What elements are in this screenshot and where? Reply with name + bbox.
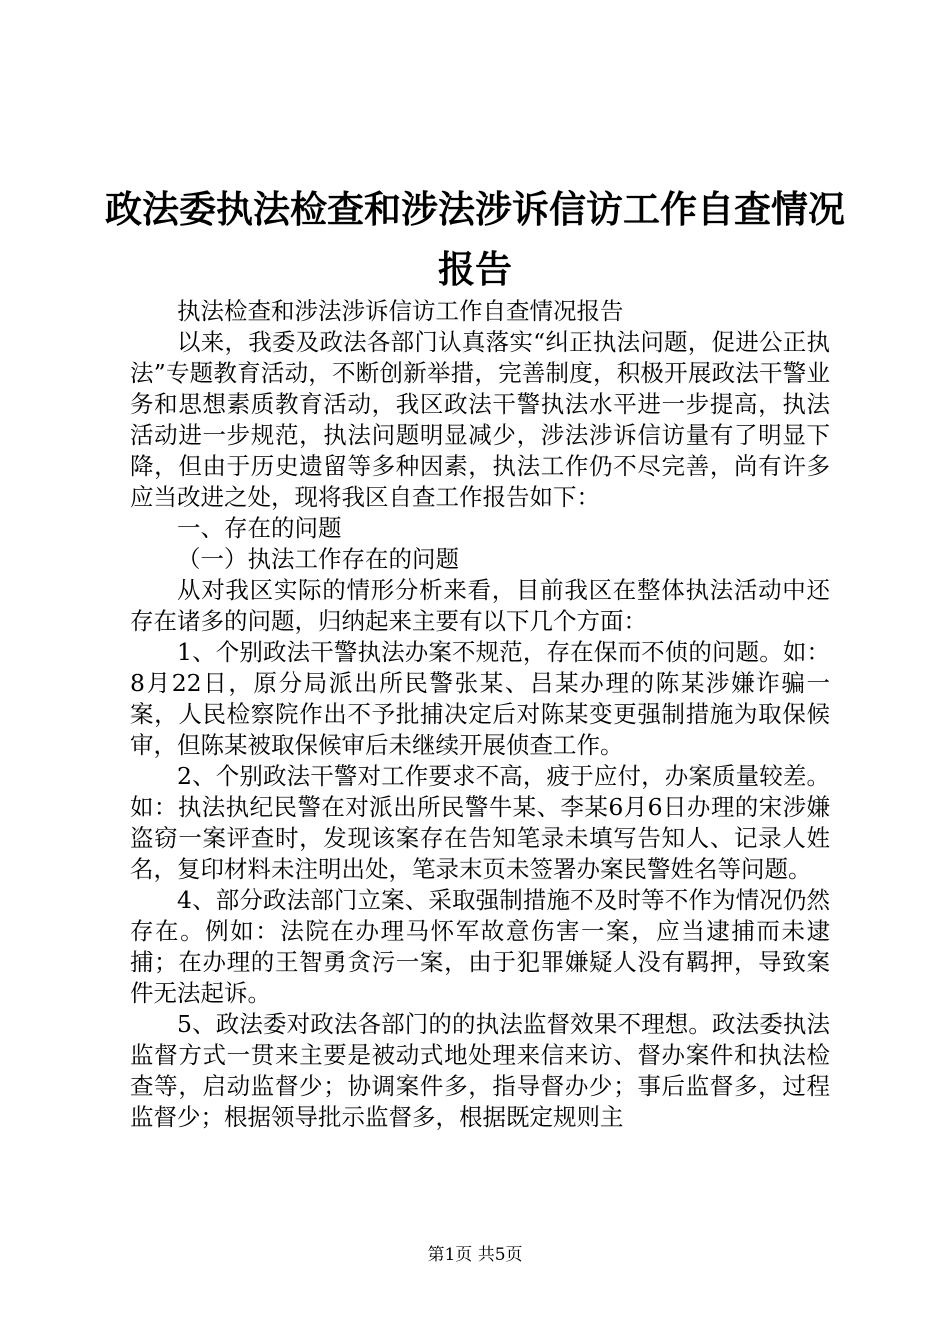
subsection-heading: （一）执法工作存在的问题 [177,545,459,573]
paragraph-subtitle: 执法检查和涉法涉诉信访工作自查情况报告 [177,297,624,325]
section-heading: 一、存在的问题 [177,514,342,542]
paragraph: 从对我区实际的情形分析来看，目前我区在整体执法活动中还存在诸多的问题，归纳起来主要有以下几个方面： [130,576,830,635]
page-footer: 第1页 共5页 [427,1245,523,1265]
document-title-line-2: 报告 [438,248,512,291]
paragraph-item-5: 5、政法委对政法各部门的的执法监督效果不理想。政法委执法监督方式一贯来主要是被动式地处理来信来访、督办案件和执法检查等，启动监督少；协调案件多，指导督办少；事后监督多，过程监督少；根据领导批示监督多，根据既定规则主 [130,1010,830,1131]
paragraph-item-4: 4、部分政法部门立案、采取强制措施不及时等不作为情况仍然存在。例如：法院在办理马怀军故意伤害一案，应当逮捕而未逮捕；在办理的王智勇贪污一案，由于犯罪嫌疑人没有羁押，导致案件无法起诉。 [130,886,830,1007]
paragraph-item-1: 1、个别政法干警执法办案不规范，存在保而不侦的问题。如：8月22日，原分局派出所民警张某、吕某办理的陈某涉嫌诈骗一案，人民检察院作出不予批捕决定后对陈某变更强制措施为取保候审，但陈某被取保候审后未继续开展侦查工作。 [130,638,830,759]
document-title-line-1: 政法委执法检查和涉法涉诉信访工作自查情况 [105,188,845,231]
paragraph-intro: 以来，我委及政法各部门认真落实“纠正执法问题，促进公正执法”专题教育活动，不断创新举措，完善制度，积极开展政法干警业务和思想素质教育活动，我区政法干警执法水平进一步提高，执法活动进一步规范，执法问题明显减少，涉法涉诉信访量有了明显下降，但由于历史遗留等多种因素，执法工作仍不尽完善，尚有许多应当改进之处，现将我区自查工作报告如下： [130,328,830,511]
paragraph-item-2: 2、个别政法干警对工作要求不高，疲于应付，办案质量较差。如：执法执纪民警在对派出所民警牛某、李某6月6日办理的宋涉嫌盗窃一案评查时，发现该案存在告知笔录未填写告知人、记录人姓名，复印材料未注明出处，笔录末页未签署办案民警姓名等问题。 [130,762,830,883]
document-body [130,296,830,1133]
